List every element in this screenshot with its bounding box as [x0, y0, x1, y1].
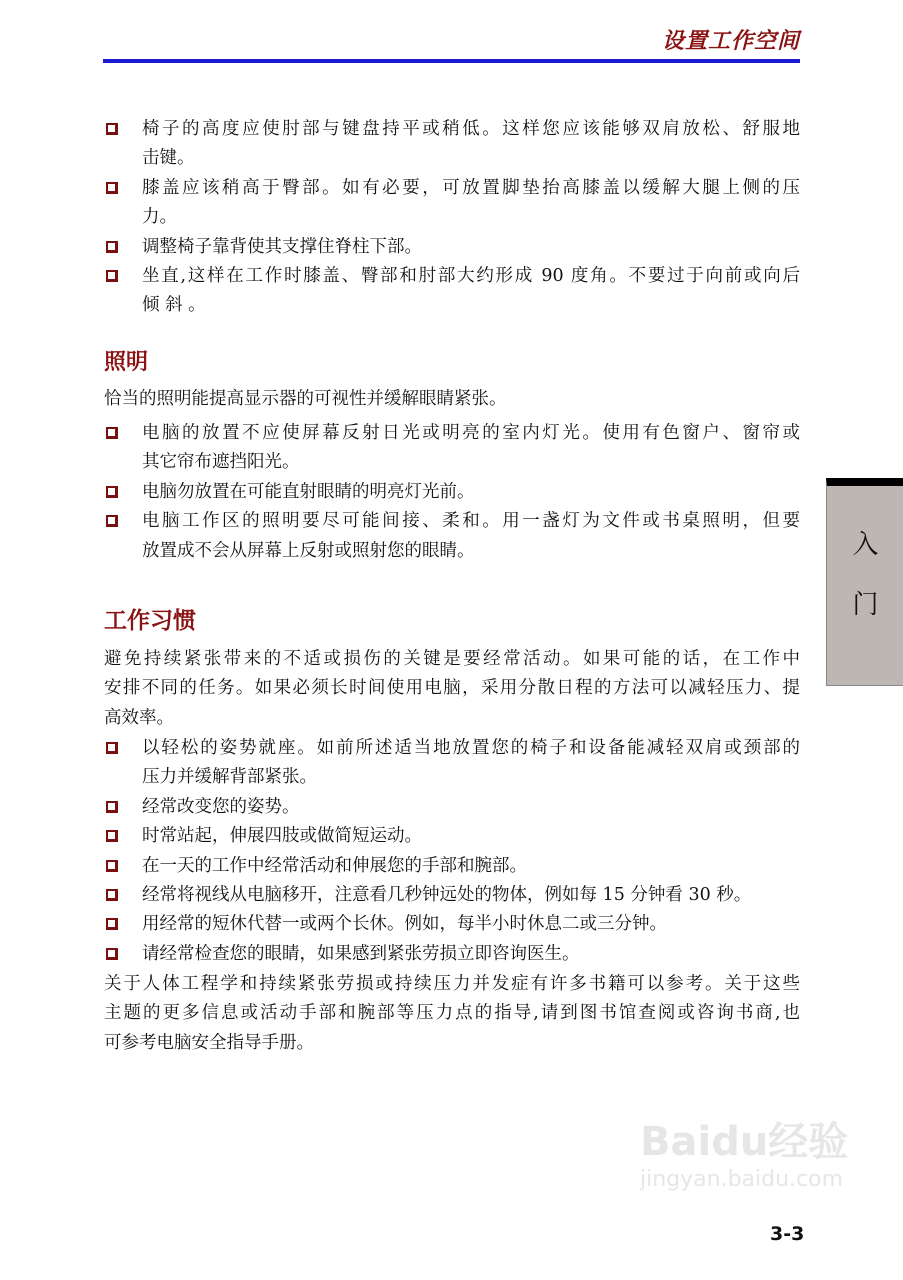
bullet-line: 电脑的放置不应使屏幕反射日光或明亮的室内灯光。使用有色窗户、窗帘或	[142, 423, 800, 443]
paragraph-line: 避免持续紧张带来的不适或损伤的关键是要经常活动。如果可能的话，在工作中	[104, 649, 800, 669]
paragraph-line: 可参考电脑安全指导手册。	[104, 1032, 314, 1053]
bullet-item	[104, 940, 800, 969]
checkbox-bullet-icon	[106, 486, 118, 498]
chapter-tab-char: 门	[852, 590, 879, 620]
checkbox-bullet-icon	[106, 830, 118, 842]
bullet-item	[104, 852, 800, 881]
bullet-line: 经常改变您的姿势。	[142, 796, 300, 817]
checkbox-bullet-icon	[106, 515, 118, 527]
chapter-tab-char: 入	[852, 530, 879, 560]
bullet-line: 在一天的工作中经常活动和伸展您的手部和腕部。	[142, 855, 527, 876]
bullet-item	[104, 822, 800, 851]
watermark-url: jingyan.baidu.com	[640, 1167, 844, 1192]
bullet-item	[104, 734, 800, 793]
bullet-line: 时常站起，伸展四肢或做简短运动。	[142, 826, 422, 847]
bullet-line: 电脑工作区的照明要尽可能间接、柔和。用一盏灯为文件或书桌照明，但要	[142, 511, 800, 532]
checkbox-bullet-icon	[106, 860, 118, 872]
header-rule	[103, 59, 800, 63]
bullet-line: 用经常的短休代替一或两个长休。例如，每半小时休息二或三分钟。	[142, 914, 667, 935]
bullet-line: 其它帘布遮挡阳光。	[142, 452, 300, 473]
running-header-title: 设置工作空间	[661, 29, 800, 54]
bullet-line: 坐直,这样在工作时膝盖、臀部和肘部大约形成 90 度角。不要过于向前或向后	[142, 265, 800, 286]
bullet-item	[104, 478, 800, 507]
bullet-line: 以轻松的姿势就座。如前所述适当地放置您的椅子和设备能减轻双肩或颈部的	[142, 738, 800, 758]
checkbox-bullet-icon	[106, 948, 118, 960]
bullet-line: 电脑勿放置在可能直射眼睛的明亮灯光前。	[142, 481, 475, 502]
paragraph-line: 安排不同的任务。如果必须长时间使用电脑，采用分散日程的方法可以减轻压力、提	[104, 678, 800, 699]
bullet-item	[104, 507, 800, 566]
bullet-item	[104, 881, 800, 910]
paragraph-line: 主题的更多信息或活动手部和腕部等压力点的指导,请到图书馆查阅或咨询书商,也	[104, 1003, 800, 1024]
bullet-item	[104, 262, 800, 321]
bullet-line: 倾 斜 。	[142, 295, 206, 316]
checkbox-bullet-icon	[106, 889, 118, 901]
lighting-list	[104, 419, 800, 566]
bullet-line: 压力并缓解背部紧张。	[142, 767, 317, 788]
paragraph-line: 恰当的照明能提高显示器的可视性并缓解眼睛紧张。	[104, 389, 507, 409]
heading-lighting: 照明	[104, 350, 149, 375]
bullet-line: 请经常检查您的眼睛，如果感到紧张劳损立即咨询医生。	[142, 943, 580, 964]
habits-list	[104, 734, 800, 969]
page-number: 3-3	[770, 1223, 805, 1245]
watermark-logo-text: Baidu经验	[640, 1119, 849, 1165]
checkbox-bullet-icon	[106, 123, 118, 135]
watermark-logo	[640, 1118, 848, 1194]
checkbox-bullet-icon	[106, 918, 118, 930]
checkbox-bullet-icon	[106, 270, 118, 282]
checkbox-bullet-icon	[106, 241, 118, 253]
paragraph-line: 高效率。	[104, 707, 174, 728]
lighting-intro	[104, 385, 800, 414]
bullet-item	[104, 233, 800, 262]
bullet-item	[104, 115, 800, 174]
bullet-line: 击键。	[142, 148, 195, 169]
bullet-line: 椅子的高度应使肘部与键盘持平或稍低。这样您应该能够双肩放松、舒服地	[142, 119, 800, 139]
section1-list	[104, 115, 800, 321]
bullet-line: 膝盖应该稍高于臀部。如有必要，可放置脚垫抬高膝盖以缓解大腿上侧的压	[142, 177, 800, 198]
bullet-line: 经常将视线从电脑移开，注意看几秒钟远处的物体，例如每 15 分钟看 30 秒。	[142, 884, 752, 905]
checkbox-bullet-icon	[106, 427, 118, 439]
bullet-line: 调整椅子靠背使其支撑住脊柱下部。	[142, 236, 422, 257]
checkbox-bullet-icon	[106, 742, 118, 754]
heading-work-habits: 工作习惯	[104, 608, 196, 634]
bullet-line: 放置成不会从屏幕上反射或照射您的眼睛。	[142, 540, 475, 561]
checkbox-bullet-icon	[106, 182, 118, 194]
chapter-tab	[826, 478, 903, 686]
bullet-item	[104, 793, 800, 822]
habits-closing	[104, 970, 800, 1058]
bullet-item	[104, 419, 800, 478]
bullet-line: 力。	[142, 207, 177, 228]
habits-intro	[104, 645, 800, 733]
bullet-item	[104, 910, 800, 939]
bullet-item	[104, 174, 800, 233]
paragraph-line: 关于人体工程学和持续紧张劳损或持续压力并发症有许多书籍可以参考。关于这些	[104, 974, 800, 994]
checkbox-bullet-icon	[106, 801, 118, 813]
